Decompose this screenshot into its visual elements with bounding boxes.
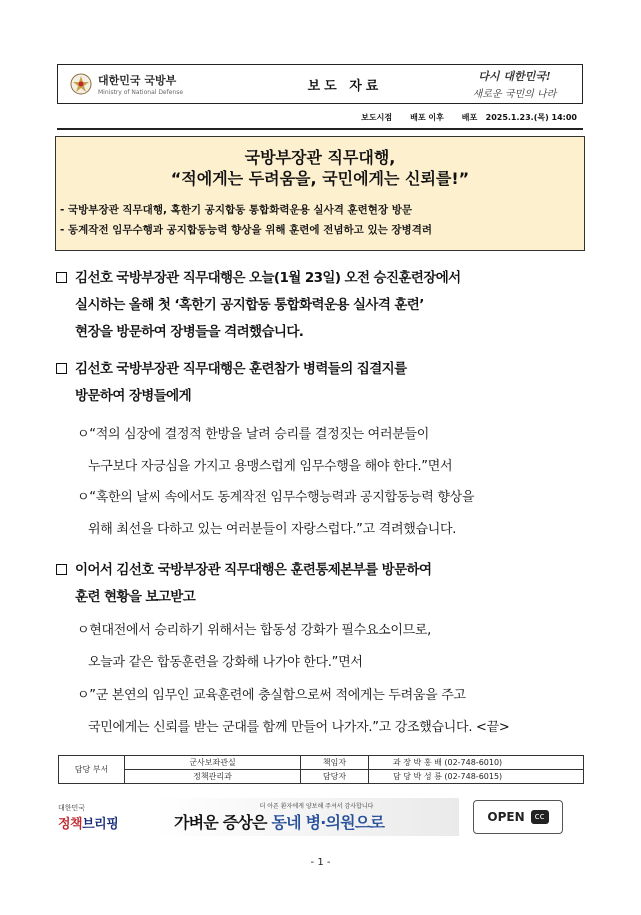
policy-logo-small: 대한민국 — [58, 803, 86, 812]
slogan-calligraphy — [447, 68, 582, 100]
release-date-label: 배포 — [461, 112, 478, 122]
p2-item-2 — [77, 482, 474, 546]
contact-label: 담당자 — [301, 770, 369, 784]
p1-line-1: 김선호 국방부장관 직무대행은 오늘(1월 23일) 오전 승진훈련장에서 — [75, 270, 461, 286]
policy-logo-blue: 브리핑 — [82, 816, 119, 832]
p2-item-2-line-2: 위해 최선을 다하고 있는 여러분들이 자랑스럽다.”고 격려했습니다. — [88, 522, 457, 537]
slogan-line-1: 다시 대한민국! — [478, 70, 551, 83]
checkbox-bullet-icon — [56, 363, 67, 374]
paragraph-1 — [56, 265, 461, 346]
document-type: 보도 자료 — [307, 78, 383, 94]
p2-item-1 — [77, 419, 452, 483]
p2-item-1-line-1: ㅇ“적의 심장에 결정적 한방을 날려 승리를 결정짓는 여러분들이 — [77, 427, 429, 442]
p1-line-3: 현장을 방문하여 장병들을 격려했습니다. — [75, 324, 304, 340]
release-label: 보도시점 — [361, 112, 393, 122]
p3-line-1: 이어서 김선호 국방부장관 직무대행은 훈련통제본부를 방문하여 — [75, 562, 432, 578]
dept-1: 군사보좌관실 — [125, 756, 301, 770]
contact-table — [58, 755, 584, 784]
release-timing: 배포 이후 — [410, 112, 444, 122]
resp-detail: 과 장 박 홍 배 (02-748-6010) — [369, 756, 584, 770]
p3-item-2-line-2: 국민에게는 신뢰를 받는 군대를 함께 만들어 나가자.”고 강조했습니다. <끝> — [88, 720, 510, 735]
document-header — [57, 64, 583, 104]
policy-logo-red: 정책 — [58, 816, 83, 832]
ministry-emblem-icon — [70, 73, 92, 95]
headline-sub-2: - 동계작전 임무수행과 공지합동능력 향상을 위해 훈련에 전념하고 있는 장병격려 — [60, 224, 432, 236]
contact-detail: 담 당 박 성 룡 (02-748-6015) — [369, 770, 584, 784]
license-icon: cc — [531, 810, 549, 824]
ad-headline — [174, 810, 459, 833]
release-date: 2025.1.23.(목) 14:00 — [485, 112, 577, 122]
checkbox-bullet-icon — [56, 272, 67, 283]
release-date-group — [462, 112, 577, 123]
p2-item-2-line-1: ㅇ“혹한의 날씨 속에서도 동계작전 임무수행능력과 공지합동능력 향상을 — [77, 490, 475, 505]
headline-line-2: “적에게는 두려움을, 국민에게는 신뢰를!” — [170, 169, 470, 188]
page-number: - 1 - — [310, 857, 331, 868]
slogan-line-2: 새로운 국민의 나라 — [472, 89, 557, 100]
headline-sub-1: - 국방부장관 직무대행, 혹한기 공지합동 통합화력운용 실사격 훈련현장 방문 — [60, 204, 413, 216]
headline-title — [56, 147, 584, 189]
p3-item-2-line-1: ㅇ”군 본연의 임무인 교육훈련에 충실함으로써 적에게는 두려움을 주고 — [77, 688, 466, 703]
dept-2: 정책관리과 — [125, 770, 301, 784]
open-text: OPEN — [487, 810, 525, 824]
policy-logo-big — [58, 813, 146, 832]
open-license-badge — [473, 800, 563, 834]
p2-item-1-line-2: 누구보다 자긍심을 가지고 용맹스럽게 임무수행을 해야 한다.”면서 — [88, 459, 453, 474]
ad-headline-part-2: 동네 병·의원으로 — [271, 813, 385, 832]
p1-line-2: 실시하는 올해 첫 ‘혹한기 공지합동 통합화력운용 실사격 훈련’ — [75, 297, 424, 313]
ministry-name-en: Ministry of National Defense — [98, 89, 184, 96]
ad-headline-part-1: 가벼운 증상은 — [174, 813, 272, 832]
policy-briefing-logo — [58, 803, 146, 832]
p2-line-1: 김선호 국방부장관 직무대행은 훈련참가 병력들의 집결지를 — [75, 361, 407, 377]
p3-item-2 — [77, 680, 509, 744]
paragraph-3 — [56, 557, 431, 611]
ministry-logo — [58, 72, 243, 96]
ad-small-text: 더 아픈 환자에게 양보해 주셔서 감사합니다 — [259, 803, 374, 810]
headline-line-1: 국방부장관 직무대행, — [244, 148, 396, 167]
release-info — [57, 106, 583, 130]
paragraph-2 — [56, 356, 407, 410]
ministry-name-ko: 대한민국 국방부 — [98, 74, 177, 87]
p3-item-1 — [77, 615, 431, 679]
public-ad-banner — [154, 798, 459, 836]
headline-subtitles — [60, 200, 584, 240]
checkbox-bullet-icon — [56, 564, 67, 575]
p3-item-1-line-2: 오늘과 같은 합동훈련을 강화해 나가야 한다.”면서 — [88, 655, 363, 670]
dept-label: 담당 부서 — [59, 756, 125, 784]
p2-line-2: 방문하여 장병들에게 — [75, 388, 192, 404]
p3-line-2: 훈련 현황을 보고받고 — [75, 589, 196, 605]
headline-box — [55, 136, 585, 251]
p3-item-1-line-1: ㅇ현대전에서 승리하기 위해서는 합동성 강화가 필수요소이므로, — [77, 623, 431, 638]
resp-label: 책임자 — [301, 756, 369, 770]
footer-banner — [58, 797, 584, 837]
